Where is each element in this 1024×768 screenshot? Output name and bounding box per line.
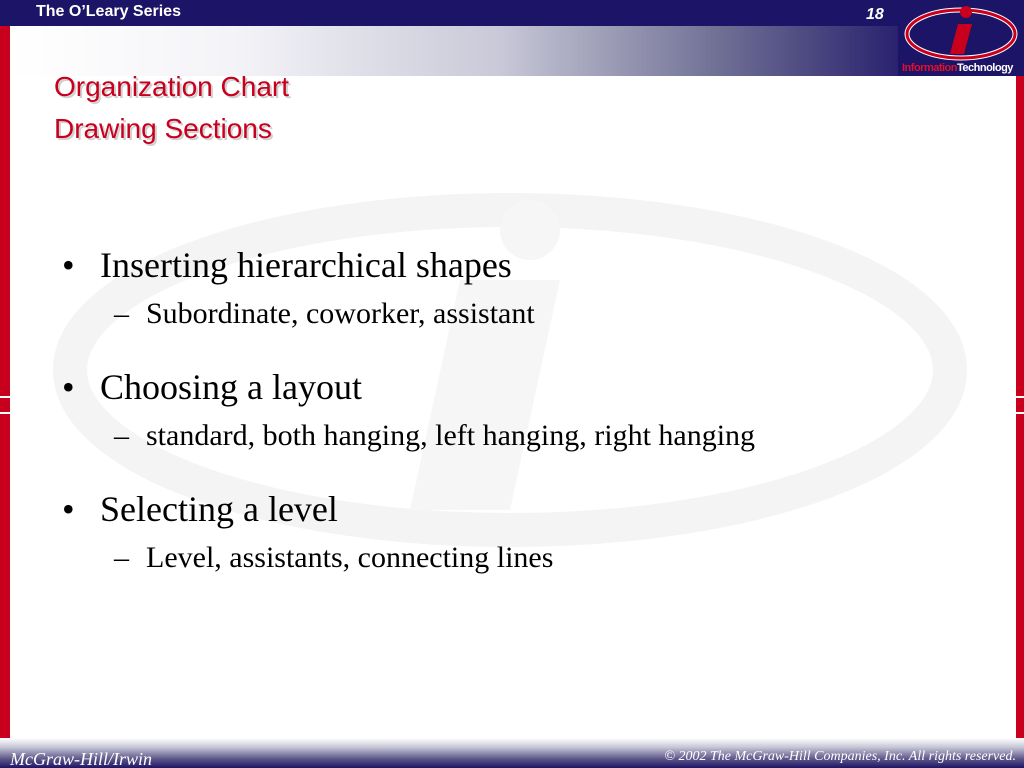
info-tech-i-logo-icon [900,0,1022,62]
sub-bullet-text: Subordinate, coworker, assistant [146,297,535,330]
logo-wordmark: InformationTechnology [902,62,1013,74]
bullet-text: Selecting a level [100,489,338,529]
right-red-bar [1016,76,1024,738]
slide-title-line1: Organization Chart [54,71,290,102]
bullet-text: Choosing a layout [100,367,362,407]
bullet-item: • Selecting a level [62,489,338,529]
sub-bullet-text: Level, assistants, connecting lines [146,541,554,574]
sub-bullet-item: – standard, both hanging, left hanging, right hanging [114,419,756,452]
slide-title-line2: Drawing Sections [54,113,272,144]
bullet-item: • Inserting hierarchical shapes [62,245,512,285]
bullet-item: • Choosing a layout [62,367,362,407]
sub-bullet-item: – Level, assistants, connecting lines [114,541,554,574]
copyright-notice: © 2002 The McGraw-Hill Companies, Inc. All rights reserved. [664,749,1016,764]
bullet-list [0,240,1010,606]
series-title: The O’Leary Series [36,3,181,20]
sub-bullet-text: standard, both hanging, left hanging, right hanging [146,419,756,452]
page-number: 18 [866,6,884,23]
slide-title [54,66,289,150]
publisher-name: McGraw-Hill/Irwin [10,749,152,768]
sub-bullet-item: – Subordinate, coworker, assistant [114,297,535,330]
right-bar-divider [1016,396,1024,398]
right-bar-divider [1016,412,1024,414]
bullet-text: Inserting hierarchical shapes [100,245,512,285]
